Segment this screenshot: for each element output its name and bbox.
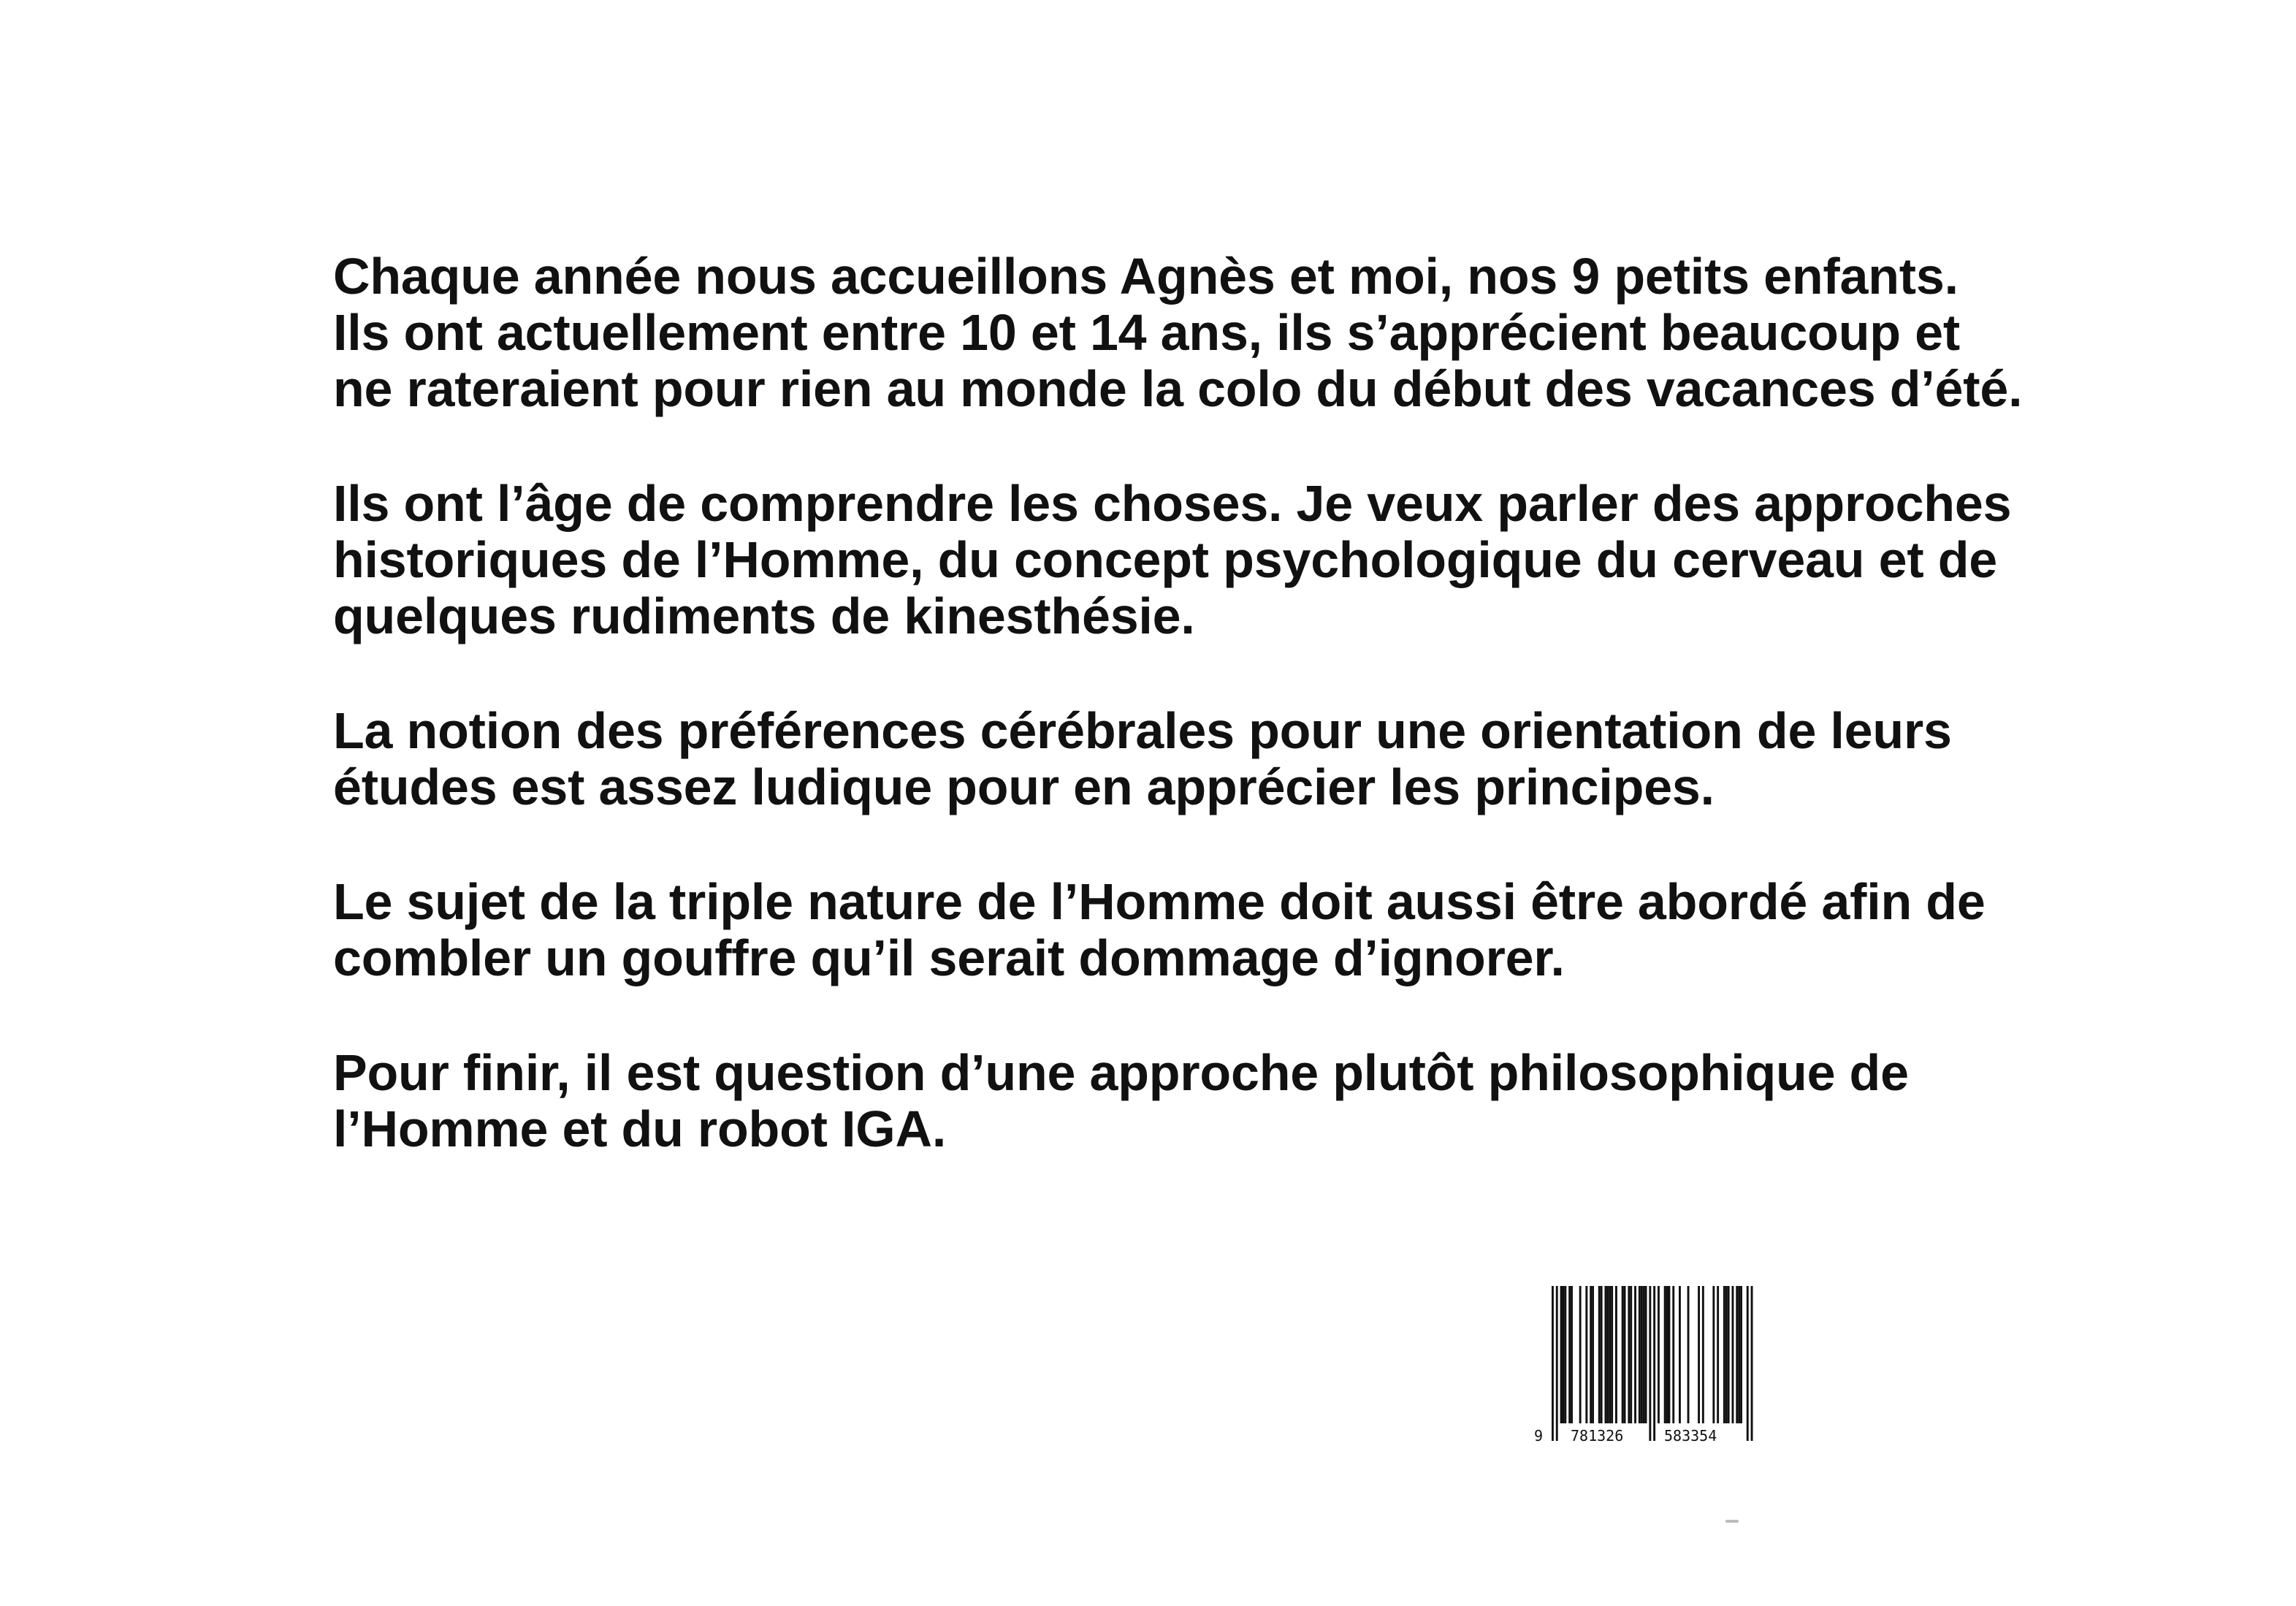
barcode-bar bbox=[1598, 1286, 1601, 1423]
barcode-bar bbox=[1751, 1286, 1753, 1441]
barcode-bar bbox=[1679, 1286, 1681, 1423]
paragraph-2 bbox=[333, 476, 2159, 644]
text-line: quelques rudiments de kinesthésie. bbox=[333, 587, 1195, 644]
back-cover-text bbox=[333, 248, 2159, 1216]
text-line: Chaque année nous accueillons Agnès et moi, nos 9 petits enfants. bbox=[333, 248, 1959, 305]
barcode-bar bbox=[1585, 1286, 1587, 1423]
text-line: études est assez ludique pour en apprécier les principes. bbox=[333, 758, 1715, 815]
text-line: Pour finir, il est question d’une approche plutôt philosophique de bbox=[333, 1044, 1909, 1101]
barcode-bar bbox=[1590, 1286, 1592, 1423]
barcode-bar bbox=[1641, 1286, 1643, 1423]
barcode-bar bbox=[1552, 1286, 1554, 1441]
barcode-bar bbox=[1568, 1286, 1571, 1423]
paragraph-4 bbox=[333, 874, 2159, 986]
paragraph-5 bbox=[333, 1045, 2159, 1157]
barcode-bar bbox=[1622, 1286, 1624, 1423]
barcode-bar bbox=[1564, 1286, 1566, 1423]
barcode-bar bbox=[1571, 1286, 1573, 1423]
barcode-bar bbox=[1698, 1286, 1700, 1423]
barcode-bar bbox=[1601, 1286, 1603, 1423]
barcode-bar bbox=[1687, 1286, 1690, 1423]
barcode-bars bbox=[1552, 1286, 1753, 1441]
barcode-bar bbox=[1649, 1286, 1651, 1441]
barcode-bar bbox=[1672, 1286, 1674, 1423]
barcode-bar bbox=[1605, 1286, 1607, 1423]
barcode-bar bbox=[1702, 1286, 1704, 1423]
barcode-bar bbox=[1738, 1286, 1740, 1423]
text-line: La notion des préférences cérébrales pour une orientation de leurs bbox=[333, 702, 1952, 759]
paragraph-3 bbox=[333, 703, 2159, 815]
text-line: Ils ont actuellement entre 10 et 14 ans, ils s’apprécient beaucoup et bbox=[333, 304, 1960, 361]
barcode-bar bbox=[1609, 1286, 1611, 1423]
barcode-bar bbox=[1712, 1286, 1715, 1423]
paragraph-1 bbox=[333, 248, 2159, 417]
barcode-bar bbox=[1653, 1286, 1655, 1441]
barcode-bar bbox=[1666, 1286, 1668, 1423]
text-line: ne rateraient pour rien au monde la colo du début des vacances d’été. bbox=[333, 360, 2023, 417]
barcode-bar bbox=[1611, 1286, 1613, 1423]
text-line: Ils ont l’âge de comprendre les choses. Je veux parler des approches bbox=[333, 475, 2012, 532]
barcode-bar bbox=[1668, 1286, 1671, 1423]
barcode-bar bbox=[1643, 1286, 1645, 1423]
barcode-bar bbox=[1645, 1286, 1647, 1423]
barcode-bar bbox=[1634, 1286, 1636, 1423]
barcode-bar bbox=[1717, 1286, 1719, 1423]
text-line: historiques de l’Homme, du concept psychologique du cerveau et de bbox=[333, 531, 1997, 588]
isbn-barcode bbox=[1534, 1286, 1768, 1447]
barcode-lead-digit: 9 bbox=[1534, 1427, 1544, 1445]
barcode-bar bbox=[1639, 1286, 1641, 1423]
barcode-bar bbox=[1615, 1286, 1617, 1423]
barcode-bar bbox=[1560, 1286, 1563, 1423]
text-line: l’Homme et du robot IGA. bbox=[333, 1100, 947, 1157]
barcode-bar bbox=[1664, 1286, 1666, 1423]
barcode-bar bbox=[1725, 1286, 1728, 1423]
barcode-bar bbox=[1628, 1286, 1630, 1423]
barcode-bar bbox=[1658, 1286, 1660, 1423]
barcode-bar bbox=[1579, 1286, 1582, 1423]
text-line: Le sujet de la triple nature de l’Homme doit aussi être abordé afin de bbox=[333, 873, 1986, 930]
barcode-bar bbox=[1592, 1286, 1594, 1423]
barcode-graphic bbox=[1534, 1286, 1768, 1447]
barcode-bar bbox=[1732, 1286, 1734, 1423]
barcode-bar bbox=[1563, 1286, 1565, 1423]
barcode-bar bbox=[1740, 1286, 1742, 1423]
barcode-right-digits: 583354 bbox=[1664, 1427, 1717, 1445]
barcode-left-digits: 781326 bbox=[1571, 1427, 1624, 1445]
barcode-bar bbox=[1624, 1286, 1626, 1423]
barcode-bar bbox=[1723, 1286, 1725, 1423]
scan-artifact bbox=[1725, 1520, 1739, 1523]
barcode-bar bbox=[1736, 1286, 1738, 1423]
barcode-bar bbox=[1747, 1286, 1749, 1441]
barcode-bar bbox=[1606, 1286, 1609, 1423]
text-line: combler un gouffre qu’il serait dommage d’ignorer. bbox=[333, 929, 1565, 986]
barcode-bar bbox=[1728, 1286, 1730, 1423]
barcode-bar bbox=[1630, 1286, 1632, 1423]
barcode-bar bbox=[1556, 1286, 1558, 1441]
